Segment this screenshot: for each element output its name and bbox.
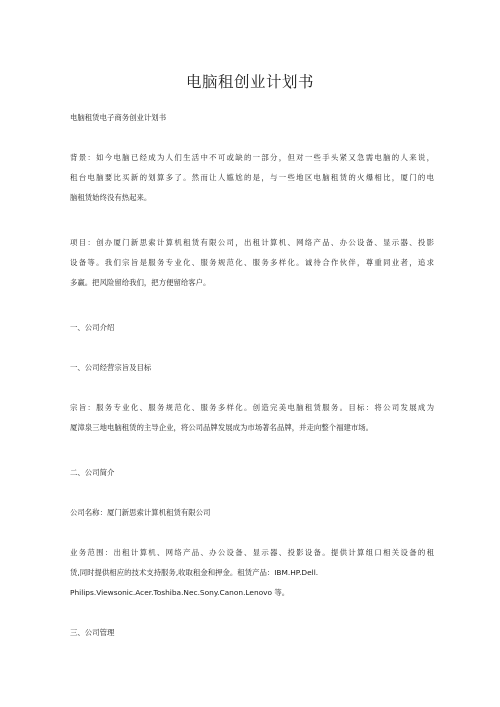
document-title: 电脑租创业计划书 bbox=[185, 73, 314, 91]
project-paragraph-line: 项目：创办厦门新思索计算机租赁有限公司，出租计算机、网络产品、办公设备、显示器、投影 bbox=[70, 238, 434, 247]
business-scope-line: 赁,同时提供相应的技术支持服务,收取租金和押金。租赁产品：IBM.HP.Dell. bbox=[70, 568, 319, 577]
background-paragraph-line: 脑租赁始终没有热起来。 bbox=[70, 193, 152, 202]
section-heading-company-intro: 一、公司介绍 bbox=[70, 323, 115, 332]
purpose-paragraph-line: 宗旨：服务专业化、服务规范化、服务多样化。创造完美电脑租赁服务。目标：将公司发展成为 bbox=[70, 403, 434, 412]
business-scope-line: Philips.Viewsonic.Acer.Toshiba.Nec.Sony.Canon.Lenovo 等。 bbox=[70, 588, 290, 597]
background-paragraph-line: 背景：如今电脑已经成为人们生活中不可或缺的一部分，但对一些手头紧又急需电脑的人来说， bbox=[70, 153, 434, 162]
document-subtitle: 电脑租赁电子商务创业计划书 bbox=[70, 113, 167, 122]
company-name-line: 公司名称：厦门新思索计算机租赁有限公司 bbox=[70, 508, 211, 517]
project-paragraph-line: 多赢。把风险留给我们，把方便留给客户。 bbox=[70, 278, 211, 287]
purpose-paragraph-line: 厦漳泉三地电脑租赁的主导企业，将公司品牌发展成为市场著名品牌，并走向整个福建市场。 bbox=[70, 423, 374, 432]
background-paragraph-line: 租台电脑要比买新的划算多了。然而让人尴尬的是，与一些地区电脑租赁的火爆相比，厦门的电 bbox=[70, 173, 434, 182]
business-scope-line: 业务范围：出租计算机、网络产品、办公设备、显示器、投影设备。提供计算组口相关设备的租 bbox=[70, 548, 434, 557]
section-heading-company-profile: 二、公司简介 bbox=[70, 468, 115, 477]
project-paragraph-line: 设备等。我们宗旨是服务专业化、服务规范化、服务多样化。诚待合作伙伴，尊重同业者，追求 bbox=[70, 258, 434, 267]
section-heading-purpose-goals: 一、公司经营宗旨及目标 bbox=[70, 363, 152, 372]
section-heading-company-management: 三、公司管理 bbox=[70, 628, 115, 637]
